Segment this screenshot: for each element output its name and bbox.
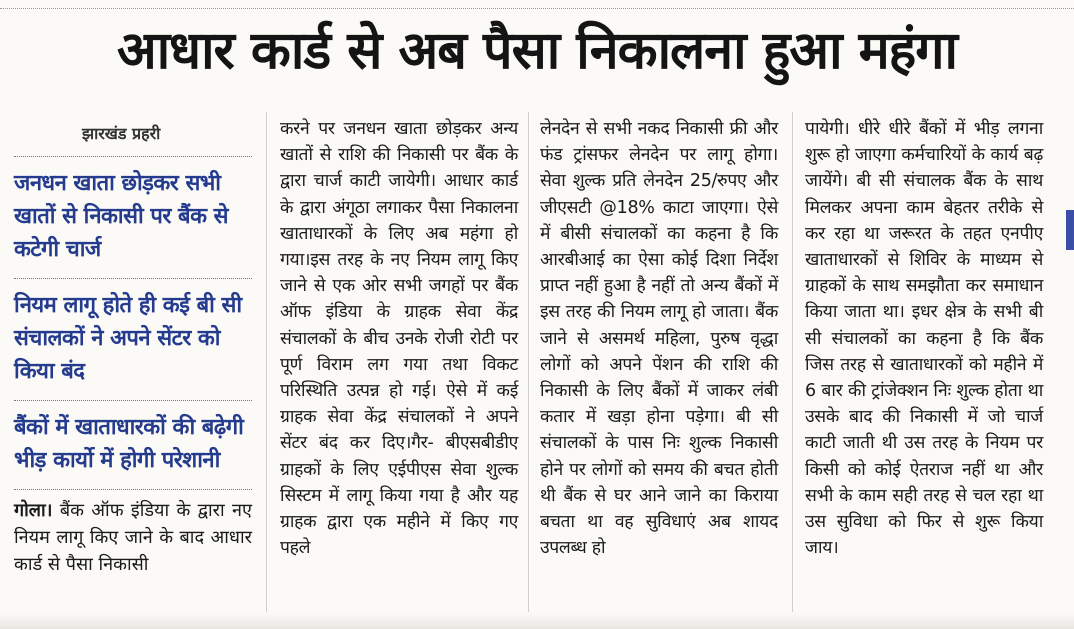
column-text: लेनदेन से सभी नकद निकासी फ्री और फंड ट्रांसफर लेनदेन पर लागू होगा। सेवा शुल्क प्रति लेनदेन 25/रुपए और जीएसटी @18% काटा जाएगा। ऐसे में बीसी संचालकों का कहना है कि आरबीआई का ऐसा कोई दिशा निर्देश प्राप्त नहीं हुआ है नहीं तो अन्य बैंकों में इस तरह की नियम लागू हो जाता। बैंक जाने से असमर्थ महिला, पुरुष वृद्धा लोगों को अपने पेंशन की राशि की निकासी के लिए बैंकों में जाकर लंबी कतार में खड़ा होना पड़ेगा। बी सी संचालकों के पास निः शुल्क निकासी होने पर लोगों को समय की बचत होती थी बैंक से घर आने जाने का किराया बचता था वह सुविधाएं अब शायद उपलब्ध हो (540, 119, 778, 559)
divider (14, 278, 252, 279)
column-separator (266, 112, 267, 612)
column-text: करने पर जनधन खाता छोड़कर अन्य खातों से राशि की निकासी पर बैंक के द्वारा चार्ज काटी जायेगी। आधार कार्ड के द्वारा अंगूठा लगाकर पैसा निकालना खाताधारकों के लिए अब महंगा हो गया।इस तरह के नए नियम लागू किए जाने से एक ओर सभी जगहों पर बैंक ऑफ इंडिया के ग्राहक सेवा केंद्र संचालकों के बीच उनके रोजी रोटी पर पूर्ण विराम लग गया तथा विकट परिस्थिति उत्पन्न हो गई। ऐसे में कई ग्राहक सेवा केंद्र संचालकों ने अपने सेंटर बंद कर दिए।गैर- बीएसबीडीए ग्राहकों के लिए एईपीएस सेवा शुल्क सिस्टम में लागू किया गया है और यह ग्राहक द्वारा एक महीने में किए गए पहले (280, 119, 518, 559)
column-separator (528, 112, 529, 612)
subhead-3: बैंकों में खाताधारकों की बढ़ेगी भीड़ कार्यो में होगी परेशानी (14, 415, 244, 473)
top-rule (0, 0, 1074, 9)
column-separator (792, 112, 793, 612)
lead-text: बैंक ऑफ इंडिया के द्वारा नए नियम लागू किए जाने के बाद आधार कार्ड से पैसा निकासी (14, 500, 252, 575)
page-bottom-edge (0, 612, 1074, 629)
dateline: गोला। (14, 500, 53, 521)
subhead-1: जनधन खाता छोड़कर सभी खातों से निकासी पर बैंक से कटेगी चार्ज (14, 171, 228, 262)
divider (14, 489, 252, 490)
byline: झारखंड प्रहरी (82, 124, 161, 143)
sidebar (14, 118, 252, 578)
headline: आधार कार्ड से अब पैसा निकालना हुआ महंगा (116, 21, 958, 81)
article-column-3 (805, 116, 1043, 561)
divider (14, 400, 252, 401)
article-column-2 (540, 116, 778, 561)
lead-paragraph (14, 494, 252, 578)
divider (14, 156, 252, 157)
column-text: पायेगी। धीरे धीरे बैंकों में भीड़ लगना शुरू हो जाएगा कर्मचारियों के कार्य बढ़ जायेंगे। बी सी संचालक बैंक के साथ मिलकर अपना काम बेहतर तरीके से कर रहा था जरूरत के तहत एनपीए खाताधारकों से शिविर के माध्यम से ग्राहकों के साथ समझौता कर समाधान किया जाता था। इधर क्षेत्र के सभी बी सी संचालकों का कहना है कि बैंक जिस तरह से खाताधारकों को महीने में 6 बार की ट्रांजेक्शन निः शुल्क होता था उसके बाद की निकासी में जो चार्ज काटी जाती थी उस तरह के नियम पर किसी को कोई ऐतराज नहीं था और सभी के काम सही तरह से चल रहा था उस सुविधा को फिर से शुरू किया जाय। (805, 119, 1043, 559)
article-column-1 (280, 116, 518, 561)
adjacent-article-edge (1066, 210, 1074, 250)
subhead-2: नियम लागू होते ही कई बी सी संचालकों ने अपने सेंटर को किया बंद (14, 293, 242, 384)
